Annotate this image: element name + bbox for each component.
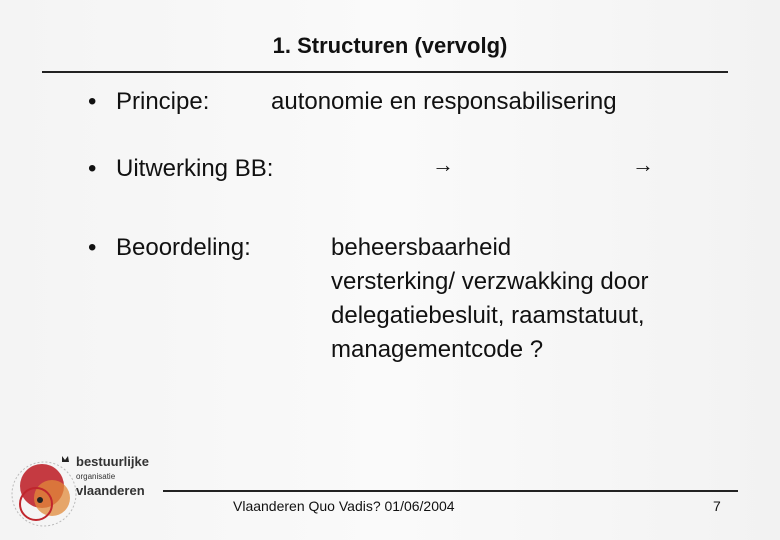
slide-title: 1. Structuren (vervolg) — [272, 33, 508, 58]
title-divider — [42, 71, 728, 73]
logo-line3: vlaanderen — [76, 483, 145, 498]
page-number: 7 — [713, 498, 721, 514]
bullet-principe — [88, 85, 209, 119]
beoordeling-line: managementcode ? — [331, 336, 544, 363]
logo-line2: organisatie — [76, 472, 116, 481]
bullet-label: Principe: — [116, 88, 210, 115]
footer-text: Vlaanderen Quo Vadis? 01/06/2004 — [233, 498, 455, 514]
beoordeling-line: beheersbaarheid — [331, 234, 512, 261]
bullet-marker: • — [88, 155, 97, 182]
arrow-right-icon: → — [432, 152, 454, 177]
bullet-uitwerking — [88, 152, 273, 186]
bullet-label: Beoordeling: — [116, 234, 251, 261]
footer-divider — [163, 490, 738, 492]
bullet-label: Uitwerking BB: — [116, 155, 274, 182]
bullet-marker: • — [88, 234, 97, 261]
bullet-beoordeling — [88, 231, 251, 265]
bullet-marker: • — [88, 88, 97, 115]
bestuurlijke-organisatie-logo — [6, 446, 156, 536]
beoordeling-line: delegatiebesluit, raamstatuut, — [331, 302, 645, 329]
arrow-right-icon: → — [632, 152, 654, 177]
logo-line1: bestuurlijke — [76, 454, 149, 469]
beoordeling-line: versterking/ verzwakking door — [331, 268, 649, 295]
beoordeling-value — [331, 231, 648, 367]
principe-value: autonomie en responsabilisering — [271, 88, 617, 115]
